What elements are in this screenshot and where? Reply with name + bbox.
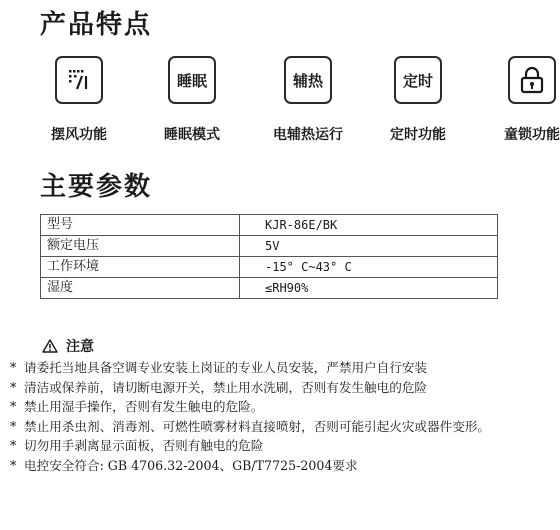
notice-text: 清洁或保养前，请切断电源开关，禁止用水洗刷，否则有发生触电的危险: [24, 379, 427, 395]
bullet: *: [10, 438, 17, 453]
list-item: [10, 456, 554, 476]
notice-title: 注意: [66, 339, 94, 355]
bullet: *: [10, 360, 17, 375]
notice-text: 请委托当地具备空调专业安装上岗证的专业人员安装，严禁用户自行安装: [24, 360, 427, 375]
feature-lock: [477, 56, 560, 148]
param-key: 湿度: [41, 278, 240, 299]
feature-label: 电辅热运行: [273, 127, 343, 143]
aux-heat-icon: 辅热: [284, 56, 332, 104]
param-key: 型号: [41, 215, 240, 236]
param-key: 额定电压: [41, 236, 240, 257]
notice-text: 电控安全符合: GB 4706.32-2004、GB/T7725-2004要求: [24, 457, 358, 473]
list-item: [10, 397, 554, 417]
notice-text: 切勿用手剥离显示面板，否则有触电的危险: [24, 438, 264, 453]
notice-text: 禁止用湿手操作，否则有发生触电的危险。: [24, 399, 264, 414]
features-title: 产品特点: [40, 10, 153, 40]
notice-text: 禁止用杀虫剂、消毒剂、可燃性喷雾材料直接喷射，否则可能引起火灾或器件变形。: [24, 418, 490, 434]
param-value: -15° C~43° C: [240, 257, 498, 278]
notice-list: [10, 358, 554, 475]
feature-label: 摆风功能: [51, 127, 107, 143]
feature-label: 童锁功能: [504, 127, 560, 143]
feature-timer: [363, 56, 473, 148]
features-row: [24, 56, 560, 148]
bullet: *: [10, 379, 17, 395]
list-item: [10, 436, 554, 456]
param-value: KJR-86E/BK: [240, 215, 498, 236]
bullet: *: [10, 418, 17, 434]
bullet: *: [10, 457, 17, 473]
lock-icon: [508, 56, 556, 104]
bullet: *: [10, 399, 17, 414]
params-title: 主要参数: [40, 172, 153, 202]
table-row: [41, 257, 498, 278]
swing-icon: [55, 56, 103, 104]
param-value: ≤RH90%: [240, 278, 498, 299]
list-item: [10, 358, 554, 378]
param-key: 工作环境: [41, 257, 240, 278]
feature-aux-heat: [253, 56, 363, 148]
feature-sleep: [137, 56, 247, 148]
params-table: [40, 214, 498, 299]
list-item: [10, 378, 554, 398]
sleep-icon: 睡眠: [168, 56, 216, 104]
notice-heading: [42, 336, 94, 356]
feature-swing: [24, 56, 134, 148]
timer-icon: 定时: [394, 56, 442, 104]
feature-label: 睡眠模式: [164, 127, 220, 143]
list-item: [10, 417, 554, 437]
warning-icon: [42, 339, 58, 353]
feature-label: 定时功能: [390, 127, 446, 143]
param-value: 5V: [240, 236, 498, 257]
table-row: [41, 236, 498, 257]
table-row: [41, 215, 498, 236]
table-row: [41, 278, 498, 299]
